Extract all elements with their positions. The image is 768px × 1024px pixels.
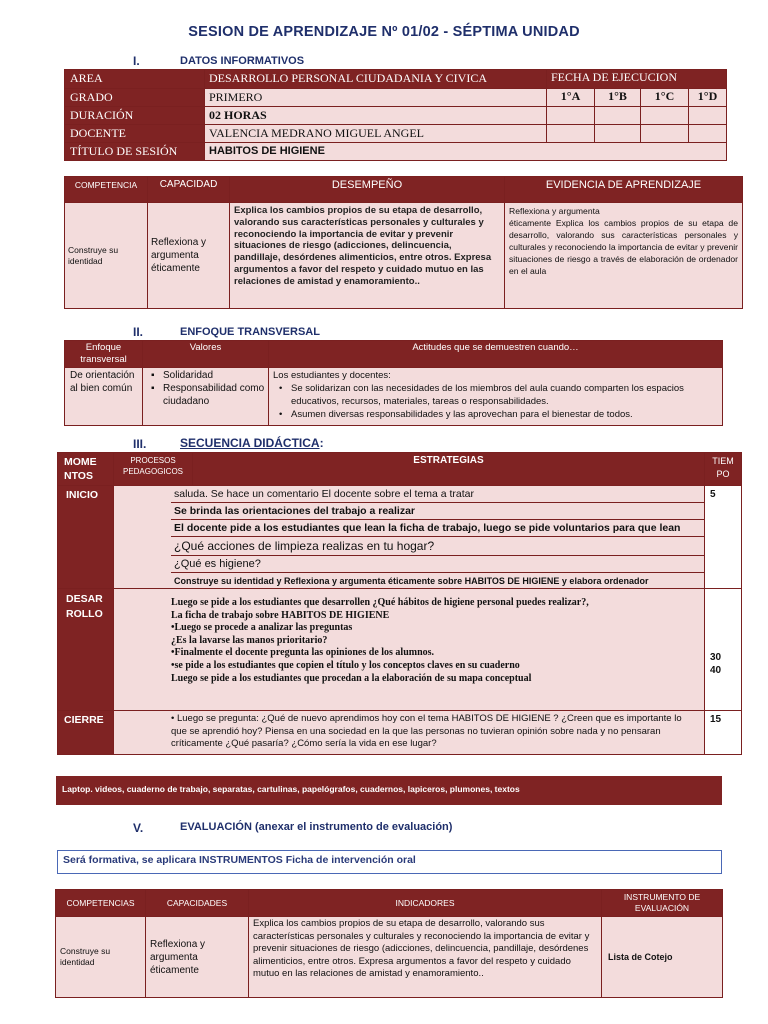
section-title: DATOS INFORMATIVOS xyxy=(180,55,305,67)
area-value: DESARROLLO PERSONAL CIUDADANIA Y CIVICA xyxy=(205,70,547,89)
header-actitudes: Actitudes que se demuestren cuando… xyxy=(269,341,723,368)
enfoque-table xyxy=(64,340,723,426)
cierre-label: CIERRE xyxy=(58,711,114,755)
desarrollo-line: Luego se pide a los estudiantes que desarrollen ¿Qué hábitos de higiene personal puedes realizar?, xyxy=(171,597,589,608)
titulo-label: TÍTULO DE SESIÓN xyxy=(65,143,205,161)
grado-label: GRADO xyxy=(65,89,205,107)
inicio-line: saluda. Se hace un comentario El docente sobre el tema a tratar xyxy=(171,486,704,503)
header-tiempo: TIEM PO xyxy=(705,453,742,486)
desarrollo-line: La ficha de trabajo sobre HABITOS DE HIGIENE xyxy=(171,609,390,621)
docente-value: VALENCIA MEDRANO MIGUEL ANGEL xyxy=(205,125,547,143)
section-subtitle: (anexar el instrumento de evaluación) xyxy=(254,821,453,833)
seccion-b: 1°B xyxy=(595,89,641,107)
header-procesos: PROCESOS PEDAGOGICOS xyxy=(114,453,193,486)
page-title: SESION DE APRENDIZAJE Nº 01/02 - SÉPTIMA UNIDAD xyxy=(188,24,580,40)
section-number: II. xyxy=(133,325,144,339)
inicio-label: INICIO xyxy=(58,486,114,589)
docente-label: DOCENTE xyxy=(65,125,205,143)
header-estrategias: ESTRATEGIAS xyxy=(193,453,705,486)
actitudes-intro: Los estudiantes y docentes: xyxy=(273,370,391,381)
desarrollo-line: •Luego se procede a analizar las preguntas xyxy=(171,622,353,634)
cierre-cell: • Luego se pregunta: ¿Qué de nuevo aprendimos hoy con el tema HABITOS DE HIGIENE ? ¿Creen que es importante lo que se aprendió hoy? Piensa en una sociedad en la que las personas no tuvieran opinión sobre nada y no pensaran críticamente ¿Qué pasaría? ¿Cómo sería la vida en ese lugar? xyxy=(114,711,705,755)
seccion-d: 1°D xyxy=(689,89,727,107)
fecha-label: FECHA DE EJECUCION xyxy=(547,70,727,89)
desarrollo-line: ¿Es la lavarse las manos prioritario? xyxy=(171,634,328,646)
section-title: ENFOQUE TRANSVERSAL xyxy=(180,326,320,338)
section-title-wrap xyxy=(180,821,452,833)
header-desempeno: DESEMPEÑO xyxy=(230,177,505,203)
section-title: EVALUACIÓN xyxy=(180,821,252,833)
seccion-a: 1°A xyxy=(547,89,595,107)
inicio-cell xyxy=(114,486,705,589)
eval-indicadores: Explica los cambios propios de su etapa de desarrollo, valorando sus características personales y culturales y reconociendo la importancia de evitar y prevenir situaciones de riesgo (adicciones, delincuencia, pandillaje, desórdenes alimenticios, entre otros. Expresa argumentos a favor del respeto y cuidado mutuo en las relaciones de amistad y enamoramiento.. xyxy=(249,917,602,998)
evidencia-cell xyxy=(505,203,743,309)
actitudes-cell xyxy=(269,368,723,426)
duracion-value: 02 HORAS xyxy=(205,107,547,125)
eval-competencia: Construye su identidad xyxy=(56,917,146,998)
inicio-line: ¿Qué es higiene? xyxy=(171,556,704,573)
inicio-tiempo: 5 xyxy=(705,486,742,589)
header-indicadores: INDICADORES xyxy=(249,890,602,917)
evaluacion-table xyxy=(55,889,723,998)
header-competencias: COMPETENCIAS xyxy=(56,890,146,917)
header-valores: Valores xyxy=(143,341,269,368)
desarrollo-label: DESAR ROLLO xyxy=(58,589,114,711)
valores-cell xyxy=(143,368,269,426)
section-title: SECUENCIA DIDÁCTICA xyxy=(180,436,320,450)
header-capacidad: CAPACIDAD xyxy=(148,177,230,203)
cierre-tiempo: 15 xyxy=(705,711,742,755)
secuencia-table xyxy=(57,452,742,755)
desempeno-cell: Explica los cambios propios de su etapa de desarrollo, valorando sus características personales y culturales y reconociendo la importancia de evitar y prevenir situaciones de riesgo (adicciones, delincuencia, pandillaje, desórdenes alimenticios, entre otros. Expresa argumentos a favor del respeto y cuidado mutuo en las relaciones de amistad y enamoramiento.. xyxy=(230,203,505,309)
eval-instrumento: Lista de Cotejo xyxy=(602,917,723,998)
materiales-bar: Laptop. videos, cuaderno de trabajo, separatas, cartulinas, papelógrafos, cuadernos, lapiceros, plumones, textos xyxy=(56,776,722,805)
desarrollo-tiempo-cell xyxy=(705,589,742,711)
desarrollo-tiempo: 40 xyxy=(710,665,722,676)
competencia-cell: Construye su identidad xyxy=(65,203,148,309)
header-evidencia: EVIDENCIA DE APRENDIZAJE xyxy=(505,177,743,203)
inicio-line: Se brinda las orientaciones del trabajo a realizar xyxy=(171,503,704,520)
enfoque-cell: De orientación al bien común xyxy=(65,368,143,426)
area-label: AREA xyxy=(65,70,205,89)
section-number: III. xyxy=(133,437,147,451)
header-capacidades: CAPACIDADES xyxy=(146,890,249,917)
inicio-line: El docente pide a los estudiantes que lean la ficha de trabajo, luego se pide voluntarios para que lean xyxy=(171,520,704,537)
actitud-item: • Se solidarizan con las necesidades de los miembros del aula cuando comparten los espacios educativos, recursos, materiales, tareas o responsabilidades. xyxy=(273,382,718,408)
duracion-label: DURACIÓN xyxy=(65,107,205,125)
actitud-item: • Asumen diversas responsabilidades y las aprovechan para el bienestar de todos. xyxy=(273,408,718,421)
eval-capacidad: Reflexiona y argumenta éticamente xyxy=(146,917,249,998)
inicio-line: Construye su identidad y Reflexiona y argumenta éticamente sobre HABITOS DE HIGIENE y elabora ordenador xyxy=(174,576,649,586)
formativa-box: Será formativa, se aplicara INSTRUMENTOS Ficha de intervención oral xyxy=(57,850,722,874)
section-title-wrap xyxy=(180,436,324,450)
seccion-c: 1°C xyxy=(641,89,689,107)
header-competencia: COMPETENCIA xyxy=(65,177,148,203)
competencias-table xyxy=(64,176,743,309)
header-enfoque: Enfoque transversal xyxy=(65,341,143,368)
desarrollo-line: •se pide a los estudiantes que copien el título y los conceptos claves en su cuaderno xyxy=(171,659,520,671)
desarrollo-line: •Finalmente el docente pregunta las opiniones de los alumnos. xyxy=(171,647,435,659)
evidencia-line-1: Reflexiona y argumenta xyxy=(509,206,600,216)
valor-item: ▪ Solidaridad xyxy=(145,369,266,382)
grado-value: PRIMERO xyxy=(205,89,547,107)
section-colon: : xyxy=(319,436,324,450)
desarrollo-line: Luego se pide a los estudiantes que procedan a la elaboración de su mapa conceptual xyxy=(171,672,532,684)
valor-item: ▪ Responsabilidad como ciudadano xyxy=(145,382,266,408)
inicio-line: ¿Qué acciones de limpieza realizas en tu hogar? xyxy=(171,537,704,556)
header-instrumento: INSTRUMENTO DE EVALUACIÓN xyxy=(602,890,723,917)
section-number: V. xyxy=(133,821,144,835)
datos-informativos-table xyxy=(64,69,727,161)
titulo-value: HABITOS DE HIGIENE xyxy=(205,143,727,161)
desarrollo-tiempo: 30 xyxy=(710,652,722,663)
desarrollo-cell xyxy=(114,589,705,711)
section-number: I. xyxy=(133,54,140,68)
capacidad-cell: Reflexiona y argumenta éticamente xyxy=(148,203,230,309)
header-momentos: MOME NTOS xyxy=(58,453,114,486)
evidencia-line-2: éticamente Explica los cambios propios de su etapa de desarrollo, valorando sus características personales y culturales y reconociendo la importancia de evitar y prevenir situaciones de riesgo a través de elaboración de ordenador en el aula xyxy=(509,218,738,276)
